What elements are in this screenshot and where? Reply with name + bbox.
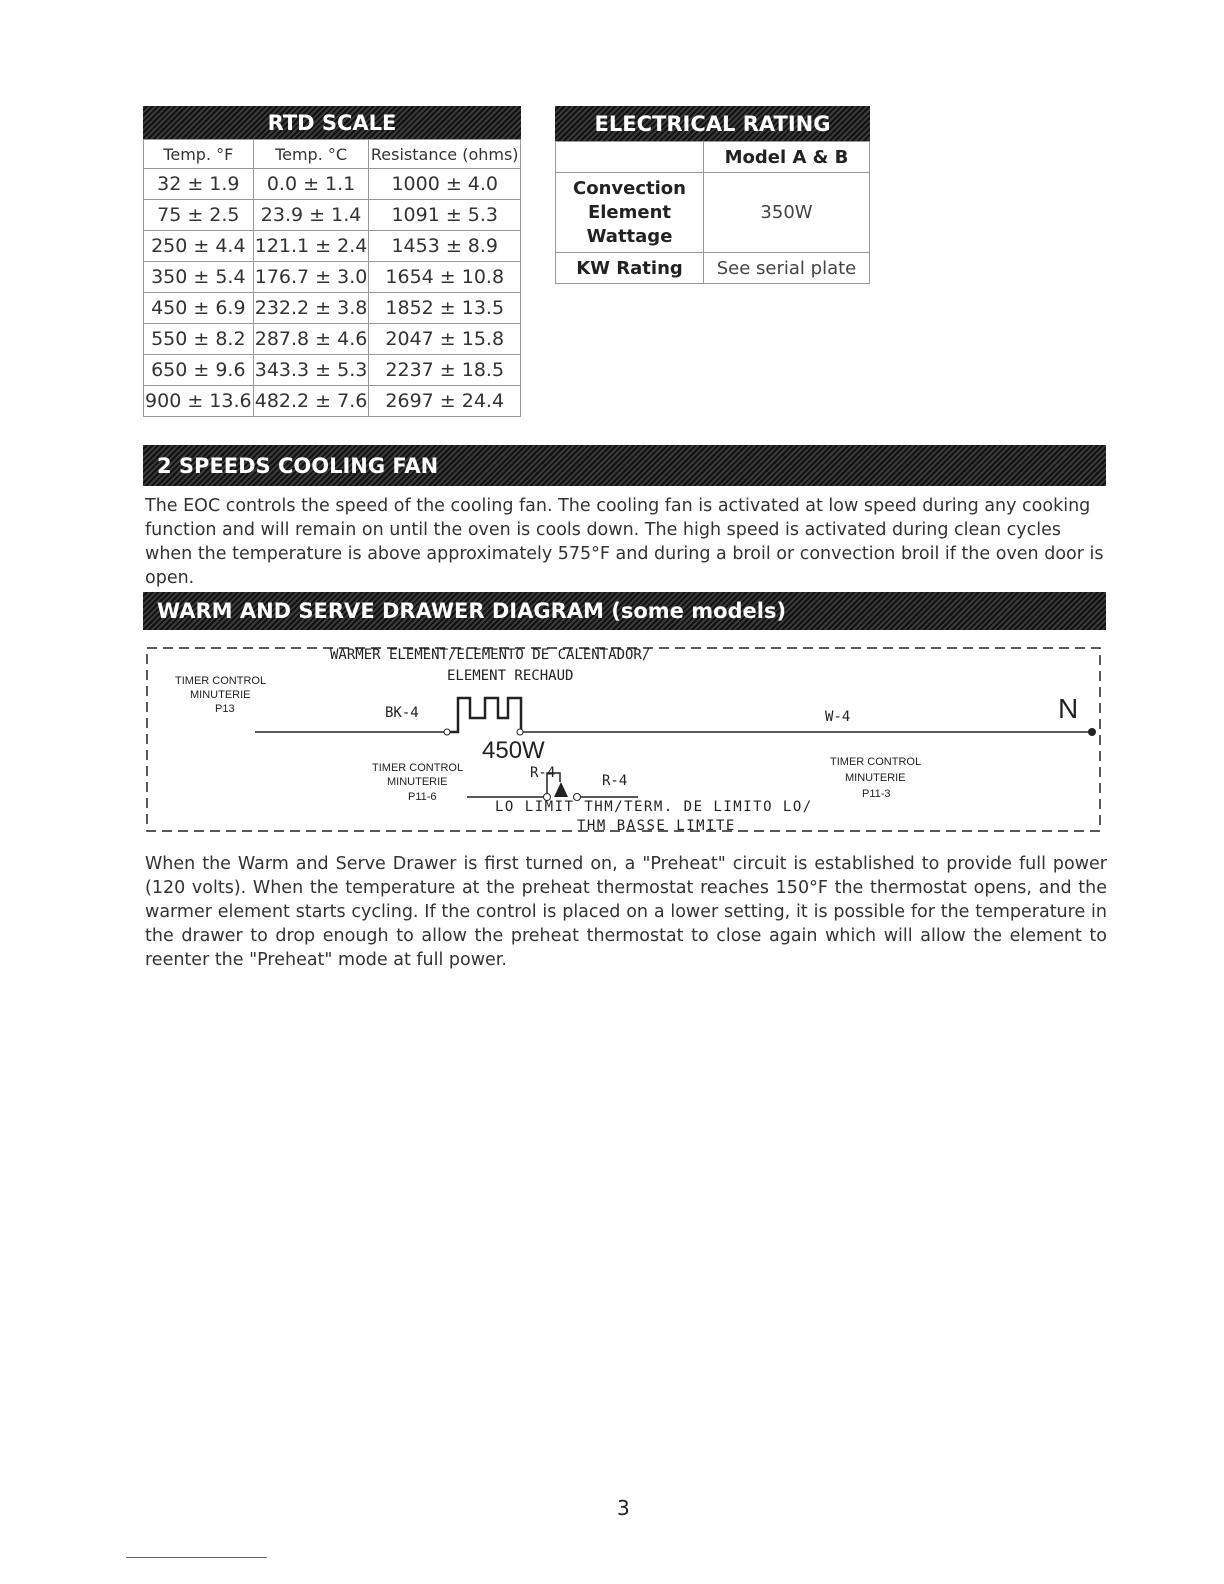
timer-label: P11-6 [408, 791, 437, 803]
wire-label: BK-4 [385, 705, 419, 721]
table-cell: 2047 ± 15.8 [369, 324, 521, 355]
table-cell: 1654 ± 10.8 [369, 262, 521, 293]
electrical-rating-table [555, 141, 870, 284]
table-row [144, 386, 521, 417]
table-cell: 1091 ± 5.3 [369, 200, 521, 231]
electrical-rating-header: ELECTRICAL RATING [555, 106, 870, 141]
warm-drawer-wiring-diagram [140, 640, 1120, 840]
column-header: Temp. °F [144, 140, 254, 169]
table-cell: 1000 ± 4.0 [369, 169, 521, 200]
kw-rating-value: See serial plate [704, 253, 870, 284]
drawer-text: When the Warm and Serve Drawer is first turned on, a "Preheat" circuit is established to provide full power (120 volts). When the temperature at the preheat thermostat reaches 150°F the thermostat opens, and the warmer element starts cycling. If the control is placed on a lower setting, it is possible for the temperature in the drawer to drop enough to allow the preheat thermostat to close again which will allow the element to reenter the "Preheat" mode at full power. [145, 854, 1107, 970]
table-cell: 287.8 ± 4.6 [253, 324, 369, 355]
wire-label: R-4 [530, 765, 556, 781]
table-cell: 2697 ± 24.4 [369, 386, 521, 417]
rtd-scale-header: RTD SCALE [143, 106, 521, 139]
table-cell: 1852 ± 13.5 [369, 293, 521, 324]
table-cell: 550 ± 8.2 [144, 324, 254, 355]
wattage-value: 350W [704, 173, 870, 253]
column-header: Resistance (ohms) [369, 140, 521, 169]
heating-element-symbol [447, 698, 521, 732]
timer-label: P11-3 [862, 788, 891, 800]
limit-label: THM BASSE LIMITE [577, 818, 736, 834]
cooling-fan-text: The EOC controls the speed of the cooling fan. The cooling fan is activated at low speed during any cooking function and will remain on until the oven is cools down. The high speed is activated during clean cycles when the temperature is above approximately 575°F and during a broil or convection broil if the oven door is open. [145, 496, 1104, 588]
column-header: Temp. °C [253, 140, 369, 169]
table-cell: 482.2 ± 7.6 [253, 386, 369, 417]
table-cell: 650 ± 9.6 [144, 355, 254, 386]
table-cell: 75 ± 2.5 [144, 200, 254, 231]
model-header: Model A & B [704, 142, 870, 173]
table-cell: 232.2 ± 3.8 [253, 293, 369, 324]
table-row [144, 200, 521, 231]
row-label: Wattage [586, 225, 673, 247]
timer-label: TIMER CONTROL [175, 675, 267, 687]
table-row [144, 169, 521, 200]
drawer-diagram-header: WARM AND SERVE DRAWER DIAGRAM (some models) [143, 592, 1106, 630]
timer-label: P13 [215, 703, 235, 715]
table-cell: 176.7 ± 3.0 [253, 262, 369, 293]
table-cell: 2237 ± 18.5 [369, 355, 521, 386]
page-number: 3 [617, 1496, 630, 1520]
timer-label: MINUTERIE [190, 689, 251, 701]
wire-label: W-4 [825, 709, 851, 725]
table-cell: 121.1 ± 2.4 [253, 231, 369, 262]
neutral-label: N [1058, 693, 1079, 724]
timer-label: MINUTERIE [387, 776, 448, 788]
table-row [144, 355, 521, 386]
table-cell: 0.0 ± 1.1 [253, 169, 369, 200]
table-cell: 900 ± 13.6 [144, 386, 254, 417]
timer-label: TIMER CONTROL [830, 756, 922, 768]
table-row [144, 262, 521, 293]
row-label: Convection [573, 177, 686, 199]
timer-label: MINUTERIE [845, 772, 906, 784]
wire-label: R-4 [602, 773, 628, 789]
table-row [144, 293, 521, 324]
table-cell: 450 ± 6.9 [144, 293, 254, 324]
kw-rating-label: KW Rating [556, 253, 704, 284]
footer-rule [126, 1557, 267, 1558]
table-cell: 350 ± 5.4 [144, 262, 254, 293]
row-label: Element [587, 201, 672, 223]
element-label: ELEMENT RECHAUD [447, 668, 574, 684]
cooling-fan-header: 2 SPEEDS COOLING FAN [143, 445, 1106, 486]
timer-label: TIMER CONTROL [372, 762, 464, 774]
wattage-label: 450W [482, 737, 545, 764]
table-row [144, 324, 521, 355]
limit-label: LO LIMIT THM/TERM. DE LIMITO LO/ [495, 799, 813, 815]
table-cell: 1453 ± 8.9 [369, 231, 521, 262]
rtd-scale-table [143, 139, 521, 417]
table-cell: 343.3 ± 5.3 [253, 355, 369, 386]
table-cell: 23.9 ± 1.4 [253, 200, 369, 231]
element-label: WARMER ELEMENT/ELEMENTO DE CALENTADOR/ [330, 647, 651, 663]
table-cell: 250 ± 4.4 [144, 231, 254, 262]
table-cell: 32 ± 1.9 [144, 169, 254, 200]
thermostat-icon [554, 782, 568, 797]
table-row [144, 231, 521, 262]
